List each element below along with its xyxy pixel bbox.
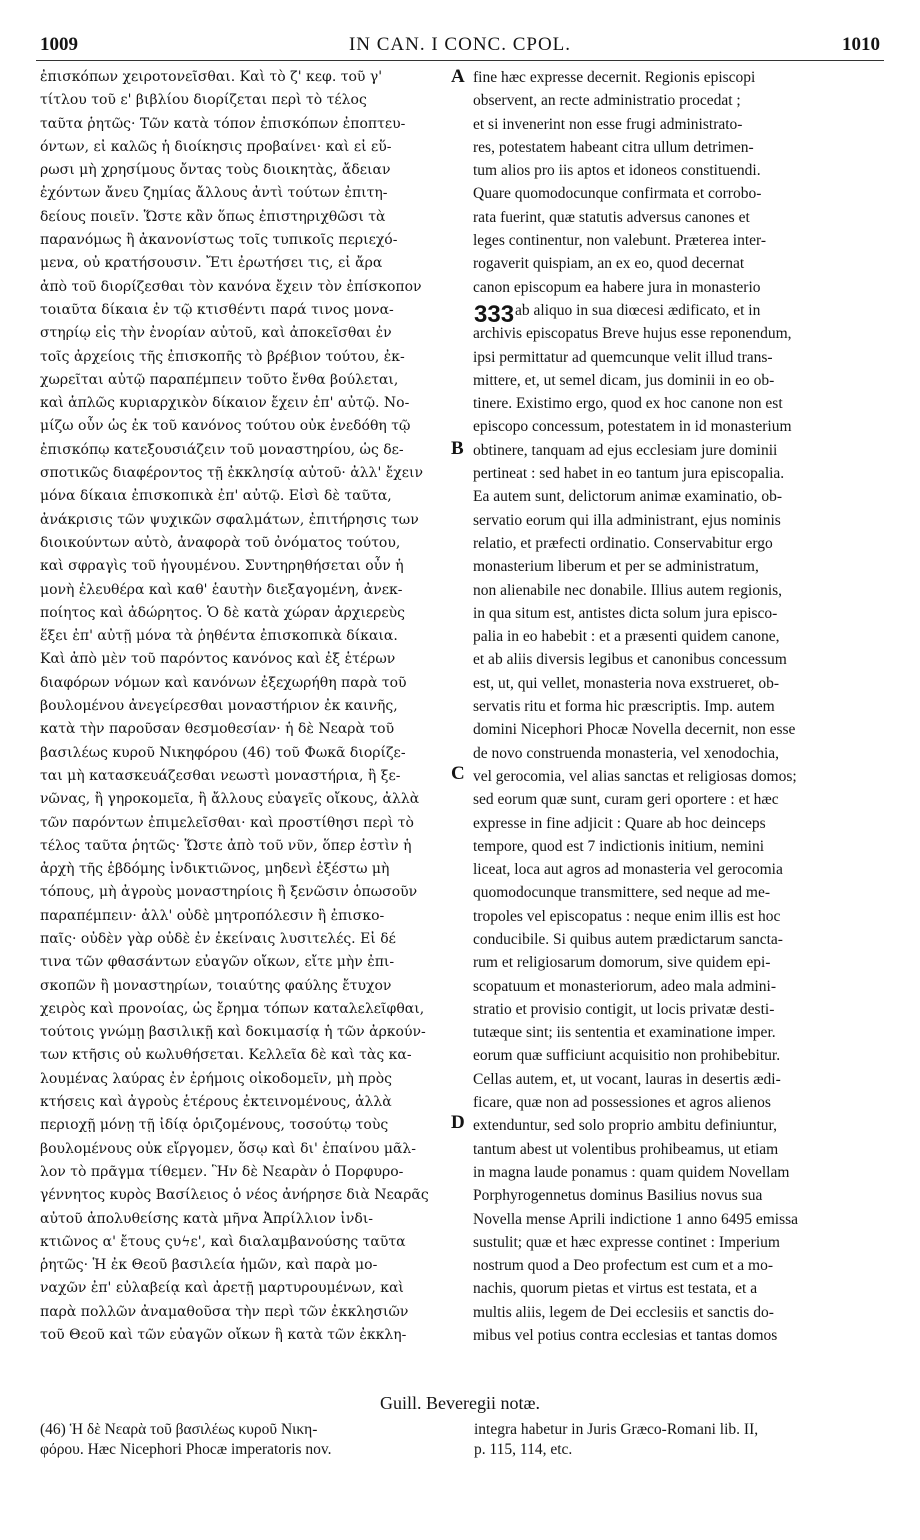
greek-text-line: τοιαῦτα δίκαια ἐν τῷ κτισθέντι παρά τινος μονα- [40, 301, 394, 318]
footnote-line: (46) Ἡ δὲ Νεαρὰ τοῦ βασιλέως κυροῦ Νικη- [40, 1421, 318, 1438]
latin-text-line: stratio et provisio contigit, ut locis privatæ desti- [473, 1000, 775, 1018]
latin-text-line: monasterium liberum et per se administratum, [473, 558, 759, 576]
greek-text-line: περιοχῇ μόνῃ τῇ ἰδίᾳ ὁριζομένους, τοσούτῳ τοὺς [40, 1117, 389, 1134]
latin-text-line: tropoles vel episcopatus : neque enim illis est hoc [473, 907, 781, 925]
greek-text-line: κατὰ τὴν παροῦσαν θεσμοθεσίαν· ἡ δὲ Νεαρὰ τοῦ [40, 721, 395, 738]
latin-text-line: rogaverit quispiam, an ex eo, quod decernat [473, 255, 745, 273]
page-number-right: 1010 [842, 34, 880, 55]
latin-text-line: ab aliquo in sua diœcesi ædificato, et in [515, 301, 761, 319]
greek-text-line: τέλος ταῦτα ῥητῶς· Ὥστε ἀπὸ τοῦ νῦν, ὅπερ ἐστὶν ἡ [40, 837, 412, 854]
column-number: 333 [474, 301, 515, 328]
latin-text-line: est, ut, qui vellet, monasteria nova exstrueret, ob- [473, 674, 780, 692]
greek-text-line: Καὶ ἀπὸ μὲν τοῦ παρόντος κανόνος καὶ ἐξ ἑτέρων [40, 651, 396, 668]
latin-text-line: in magna laude ponamus : quam quidem Novellam [473, 1163, 790, 1181]
greek-text-line: τῶν παρόντων ἐπιμελεῖσθαι· καὶ προστίθησι περὶ τὸ [40, 814, 414, 831]
latin-text-line: liceat, loca aut agros ad monasteria vel gerocomia [473, 861, 783, 879]
latin-text-line: scopatuum et monasteriorum, adeo mala admini- [473, 977, 777, 995]
greek-text-line: μενα, οὐ κρατήσουσιν. Ἔτι ἐρωτήσει τις, εἰ ἄρα [40, 255, 383, 272]
latin-text-line: obtinere, tanquam ad ejus ecclesiam jure dominii [473, 441, 778, 459]
greek-text-line: ἕξει ἐπ' αὐτῇ μόνα τὰ ῥηθέντα ἐπισκοπικὰ δίκαια. [40, 628, 398, 645]
footnote-left [40, 1420, 450, 1460]
greek-text-line: καὶ σφραγὶς τοῦ ἡγουμένου. Συντηρηθήσεται οὖν ἡ [40, 558, 404, 575]
latin-text-line: palia in eo habebit : et a præsenti quidem canone, [473, 628, 780, 646]
footnote-line: integra habetur in Juris Græco-Romani lib. II, [474, 1421, 759, 1438]
greek-text-line: σκοπῶν ἢ μοναστηρίων, τοιαύτης φαύλης ἔτυχον [40, 977, 392, 994]
greek-text-line: λον τὸ πρᾶγμα τίθεμεν. Ἣν δὲ Νεαρὰν ὁ Πορφυρο- [40, 1163, 404, 1180]
greek-text-line: τούτοις γνώμῃ βασιλικῇ καὶ δοκιμασίᾳ ἡ τῶν ἀρκούν- [40, 1024, 426, 1041]
latin-text-line: tinere. Existimo ergo, quod ex hoc canone non est [473, 395, 783, 413]
running-title: IN CAN. I CONC. CPOL. [348, 34, 572, 55]
latin-text-line: observent, an recte administratio procedat ; [473, 92, 741, 110]
margin-marker-a: A [451, 66, 465, 87]
greek-text-line: γέννητος κυρὸς Βασίλειος ὁ νέος ἀνήρησε διὰ Νεαρᾶς [40, 1187, 429, 1204]
latin-text-line: tum alios pro iis aptos et idoneos constituendi. [473, 162, 761, 180]
greek-text-line: τοῦ Θεοῦ καὶ τῶν εὐαγῶν οἴκων ἣ κατὰ τῶν ἐκκλη- [40, 1327, 407, 1344]
latin-text-line: nostrum quod a Deo profectum est cum et a mo- [473, 1257, 774, 1275]
latin-text-line: pertineat : sed habet in eo tantum jura episcopalia. [473, 465, 785, 483]
latin-text-line: et ab aliis diversis legibus et canonibus concessum [473, 651, 787, 669]
latin-text-line: de novo construenda monasteria, vel xenodochia, [473, 744, 780, 762]
greek-text-line: ἐπισκόπῳ κατεξουσιάζειν τοῦ μοναστηρίου, ὡς δε- [40, 441, 404, 458]
greek-text-line: βουλομένου ἀνεγείρεσθαι μοναστήριον ἐκ καινῆς, [40, 698, 398, 715]
latin-text-line: quomodocunque transmittere, sed neque ad me- [473, 884, 770, 902]
latin-text-line: eorum quæ sufficiunt acquisitio non prohibebitur. [473, 1047, 781, 1065]
greek-text-line: χωρεῖται αὐτῷ παραπέμπειν τοῦτο ἔνθα βούλεται, [40, 371, 399, 388]
header-rule [36, 60, 884, 61]
greek-text-line: παῖς· οὐδὲν γὰρ οὐδὲ ἐν ἐκείναις λυσιτελές. Εἰ δέ [40, 930, 396, 947]
greek-text-line: ἐχόντων ἄνευ ζημίας ἄλλους ἀντὶ τούτων ἐπιτη- [40, 185, 388, 202]
greek-text-line: μονὴ ἐλευθέρα καὶ καθ' ἑαυτὴν διεξαγομένη, ἀνεκ- [40, 581, 403, 598]
greek-text-line: όντων, εἰ καλῶς ἡ διοίκησις προβαίνει· καὶ εἰ εὕ- [40, 138, 392, 155]
notes-title: Guill. Beveregii notæ. [380, 1393, 540, 1413]
greek-text-line: μίζω οὖν ὡς ἐκ τοῦ κανόνος τούτου οὐκ ἐνεδόθη τῷ [40, 418, 411, 435]
greek-text-line: ρωσι μὴ χρησίμους ὄντας τοὺς διοικητὰς, ἄδειαν [40, 162, 391, 179]
latin-text-line: leges continentur, non valebunt. Præterea inter- [473, 232, 767, 250]
latin-text-line: expresse in fine adjicit : Quare ab hoc deinceps [473, 814, 766, 832]
greek-text-line: τινα τῶν φθασάντων εὐαγῶν οἴκων, εἴτε μὴν ἐπι- [40, 954, 395, 971]
latin-text-line: domini Nicephori Phocæ Novella decernit, non esse [473, 721, 796, 739]
latin-text-line: conducibile. Si quibus autem prædictarum sancta- [473, 930, 783, 948]
latin-text-line: ipsi permittatur ad quemcunque velit illud trans- [473, 348, 773, 366]
margin-marker-d: D [451, 1112, 465, 1133]
latin-text-line: rum et religiosarum domorum, sive quidem epi- [473, 954, 771, 972]
latin-text-line: rata fuerint, quæ statutis adversus canones et [473, 208, 750, 226]
greek-text-line: τίτλου τοῦ ε' βιβλίου διορίζεται περὶ τὸ τέλος [40, 92, 367, 109]
latin-text-line: vel gerocomia, vel alias sanctas et religiosas domos; [473, 767, 797, 785]
latin-text-line: in qua situm est, antistes dicta solum jura episco- [473, 604, 778, 622]
greek-text-line: διοικούντων αὐτὸ, ἀναφορὰ τοῦ ὀνόματος τούτου, [40, 534, 401, 551]
greek-text-line: λουμένας λαύρας ἐν ἐρήμοις οἰκοδομεῖν, μὴ πρὸς [40, 1070, 392, 1087]
latin-text-line: mittere, et, ut semel dicam, jus dominii in eo ob- [473, 371, 775, 389]
latin-text-line: extenduntur, sed solo proprio ambitu definiuntur, [473, 1117, 777, 1135]
greek-text-line: αὐτοῦ ἀπολυθείσης κατὰ μῆνα Ἀπρίλλιον ἰνδι- [40, 1210, 374, 1227]
greek-text-line: νῶνας, ἢ γηροκομεῖα, ἢ ἄλλους εὐαγεῖς οἴκους, ἀλλὰ [40, 791, 420, 808]
greek-text-line: σποτικῶς διαφέροντος τῇ ἐκκλησίᾳ αὐτοῦ· ἀλλ' ἔχειν [40, 465, 424, 482]
latin-column [473, 66, 885, 1347]
greek-text-line: δείους ποιεῖν. Ὥστε κἂν ὅπως ἐπιστηριχθῶσι τὰ [40, 208, 386, 225]
greek-text-line: παρανόμως ἢ ἀκανονίστως τοῖς τυπικοῖς περιεχό- [40, 232, 398, 249]
page-number-left: 1009 [40, 34, 78, 55]
greek-text-line: καὶ ἁπλῶς κυριαρχικὸν δίκαιον ἔχειν ἐπ' αὐτῷ. Νο- [40, 395, 410, 412]
greek-text-line: μόνα δίκαια ἐπισκοπικὰ ἐπ' αὐτῷ. Εἰσὶ δὲ ταῦτα, [40, 488, 392, 505]
greek-text-line: χειρὸς καὶ προνοίας, ὡς ἔρημα τόπων καταλελεῖφθαι, [40, 1000, 425, 1017]
greek-text-line: ἀπὸ τοῦ διορίζεσθαι τὸν κανόνα ἔχειν τὸν ἐπίσκοπον [40, 278, 422, 295]
greek-text-line: ἀρχὴ τῆς ἑβδόμης ἰνδικτιῶνος, μηδενὶ ἐξέστω μὴ [40, 861, 390, 878]
latin-text-line: Novella mense Aprili indictione 1 anno 6495 emissa [473, 1210, 799, 1228]
latin-text-line: fine hæc expresse decernit. Regionis episcopi [473, 69, 756, 86]
latin-text-line: ficare, quæ non ad possessiones et agros alienos [473, 1094, 771, 1112]
greek-text-line: διαφόρων νόμων καὶ κανόνων ἐξεχωρήθη παρὰ τοῦ [40, 674, 407, 691]
greek-text-line: στηρίῳ εἰς τὴν ἐνορίαν αὐτοῦ, καὶ ἀποκεῖσθαι ἐν [40, 325, 392, 342]
greek-text-line: ἀνάκρισις τῶν ψυχικῶν σφαλμάτων, ἐπιτήρησις των [40, 511, 419, 528]
greek-text-line: των κτῆσις οὐ κωλυθήσεται. Κελλεῖα δὲ καὶ τὰς κα- [40, 1047, 412, 1064]
latin-text-line: tantum abest ut volentibus prohibeamus, ut etiam [473, 1140, 779, 1158]
margin-marker-c: C [451, 763, 465, 784]
footnote-right [474, 1420, 884, 1460]
latin-text-line: relatio, et præfecti ordinatio. Conservabitur ergo [473, 534, 773, 552]
latin-text-line: Cellas autem, et, ut vocant, lauras in desertis ædi- [473, 1070, 781, 1088]
greek-text-line: τόπους, μὴ ἀγροὺς μοναστηρίοις ἢ ξενῶσιν ὁπωσοῦν [40, 884, 418, 901]
greek-text-line: ποίητος καὶ ἀδώρητος. Ὁ δὲ κατὰ χώραν ἀρχιερεὺς [40, 604, 405, 621]
latin-text-line: Quare quomodocunque confirmata et corrobo- [473, 185, 762, 203]
latin-text-line: Porphyrogennetus dominus Basilius novus sua [473, 1187, 763, 1205]
latin-text-line: sustulit; quæ et hæc expresse continet : Imperium [473, 1233, 780, 1251]
latin-text-line: multis aliis, legem de Dei ecclesiis et sanctis do- [473, 1303, 774, 1321]
latin-text-line: Ea autem sunt, delictorum animæ examinatio, ob- [473, 488, 783, 506]
latin-text-line: archivis episcopatus Breve hujus esse reponendum, [473, 325, 792, 343]
footnote-line: p. 115, 114, etc. [474, 1441, 573, 1458]
latin-text-line: servatio eorum qui illa administrant, ejus nominis [473, 511, 781, 529]
greek-text-line: κτήσεις καὶ ἀγροὺς ἑτέρους ἐκτεινομένους, ἀλλὰ [40, 1094, 392, 1111]
greek-text-line: βουλομένους οὐκ εἴργομεν, ὅσῳ καὶ δι' ἐπαίνου μᾶλ- [40, 1140, 417, 1157]
greek-text-line: ται μὴ κατασκευάζεσθαι νεωστὶ μοναστήρια, ἢ ξε- [40, 767, 401, 784]
latin-text-line: canon episcopum ea habere jura in monasterio [473, 278, 761, 296]
greek-text-line: ναχῶν ἐπ' εὐλαβείᾳ καὶ ἀρετῇ μαρτυρουμένων, καὶ [40, 1280, 404, 1297]
margin-marker-b: B [451, 438, 464, 459]
greek-column [40, 66, 455, 1347]
latin-text-line: et si invenerint non esse frugi administrato- [473, 115, 743, 133]
greek-text-line: βασιλέως κυροῦ Νικηφόρου (46) τοῦ Φωκᾶ διορίζε- [40, 744, 406, 761]
latin-text-line: episcopo concessum, potestatem in id monasterium [473, 418, 792, 436]
latin-text-line: sed eorum quæ sunt, curam geri oportere : et hæc [473, 791, 779, 809]
greek-text-line: κτιῶνος α' ἔτους ςυϟε', καὶ διαλαμβανούσης ταῦτα [40, 1233, 406, 1250]
latin-text-line: non alienabile nec donabile. Illius autem regionis, [473, 581, 783, 599]
greek-text-line: παραπέμπειν· ἀλλ' οὐδὲ μητροπόλεσιν ἢ ἐπισκο- [40, 907, 385, 924]
greek-text-line: ἐπισκόπων χειροτονεῖσθαι. Καὶ τὸ ζ' κεφ. τοῦ γ' [40, 69, 383, 85]
greek-text-line: τοῖς ἀρχείοις τῆς ἐπισκοπῆς τὸ βρέβιον τούτου, ἐκ- [40, 348, 405, 365]
latin-text-line: nachis, quorum pietas et virtus est testata, et a [473, 1280, 758, 1298]
greek-text-line: ταῦτα ῥητῶς· Τῶν κατὰ τόπον ἐπισκόπων ἐποπτευ- [40, 115, 406, 132]
latin-text-line: mibus vel potius contra ecclesias et tantas domos [473, 1327, 778, 1345]
latin-text-line: res, potestatem habeant citra ullum detrimen- [473, 138, 754, 156]
greek-text-line: παρὰ πολλῶν ἀναμαθοῦσα τὴν περὶ τῶν ἐκκλησιῶν [40, 1303, 409, 1320]
greek-text-line: ῥητῶς· Ἡ ἐκ Θεοῦ βασιλεία ἡμῶν, καὶ παρὰ μο- [40, 1257, 378, 1274]
latin-text-line: tutæque sint; iis sententia et examinatione imper. [473, 1024, 776, 1042]
latin-text-line: tempore, quod est 7 indictionis initium, nemini [473, 837, 765, 855]
latin-text-line: servatis ritu et forma hic præscriptis. Imp. autem [473, 698, 775, 716]
footnote-line: φόρου. Hæc Nicephori Phocæ imperatoris nov. [40, 1441, 332, 1458]
